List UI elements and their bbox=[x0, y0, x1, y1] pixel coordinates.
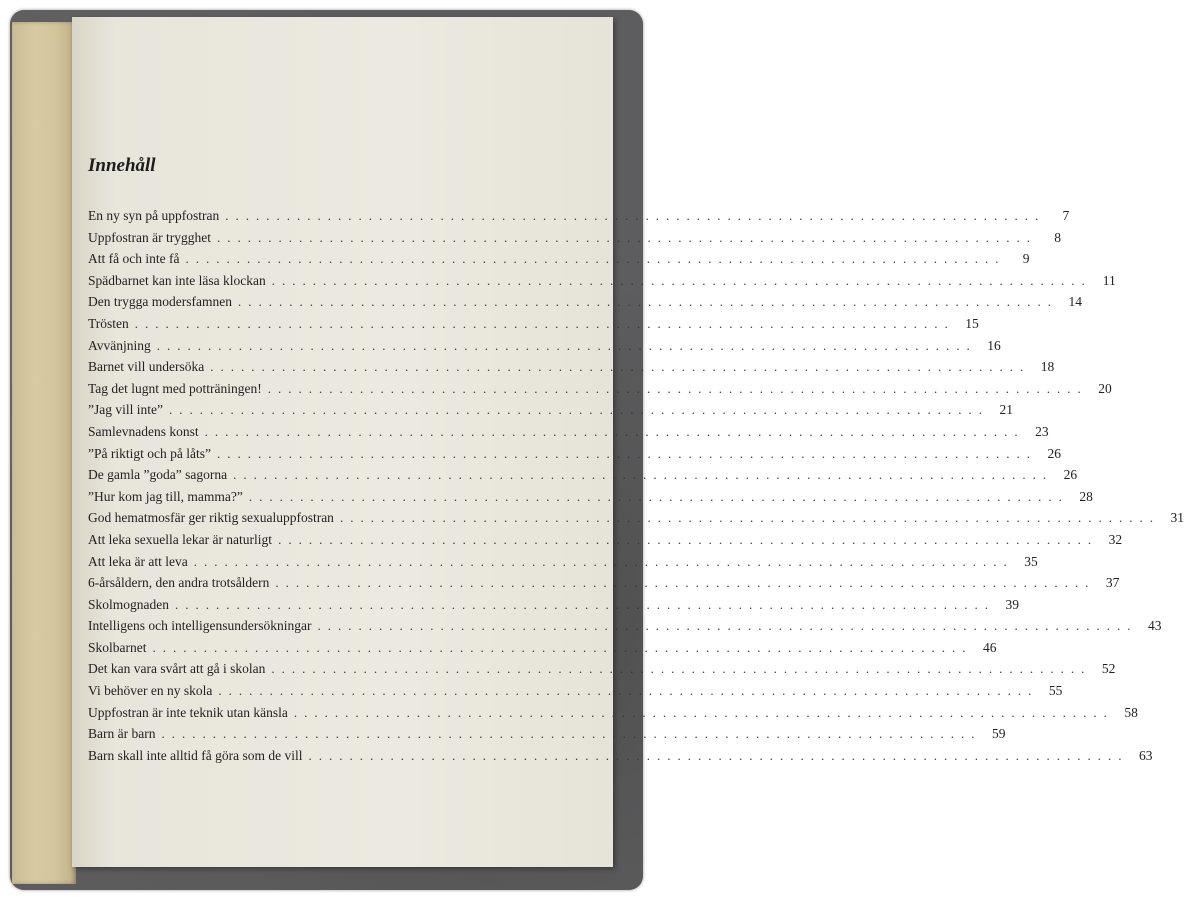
dot-leader: ................................................................................ bbox=[168, 402, 989, 418]
toc-entry-page: 37 bbox=[1105, 575, 1120, 591]
dot-leader: ................................................................................ bbox=[225, 208, 1046, 223]
dot-leader: ................................................................................ bbox=[185, 251, 1006, 267]
dot-leader: ................................................................................ bbox=[175, 596, 995, 612]
toc-entry-title: Avvänjning bbox=[88, 337, 151, 353]
toc-entry bbox=[88, 747, 1153, 770]
dot-leader: ................................................................................ bbox=[233, 467, 1054, 483]
dot-leader: ................................................................................ bbox=[308, 747, 1129, 763]
dot-leader: ................................................................................ bbox=[237, 294, 1058, 310]
toc-entry bbox=[88, 661, 1116, 683]
toc-entry-title: En ny syn på uppfostran bbox=[88, 208, 220, 223]
toc-entry-title: God hematmosfär ger riktig sexualuppfostran bbox=[88, 510, 334, 526]
toc-entry bbox=[88, 639, 997, 662]
toc-entry-title: ”Hur kom jag till, mamma?” bbox=[88, 488, 243, 504]
toc-entry-title: Skolbarnet bbox=[88, 639, 147, 655]
dot-leader: ................................................................................ bbox=[339, 510, 1160, 526]
dot-leader: ................................................................................ bbox=[267, 380, 1088, 396]
toc-entry bbox=[88, 553, 1038, 576]
toc-entry bbox=[88, 229, 1061, 252]
toc-entry-title: Trösten bbox=[88, 315, 129, 331]
page-title: Innehåll bbox=[88, 155, 156, 176]
dot-leader: ................................................................................ bbox=[278, 531, 1099, 547]
table-of-contents bbox=[88, 208, 1184, 769]
toc-entry bbox=[88, 208, 1070, 230]
toc-entry bbox=[88, 402, 1013, 424]
toc-entry bbox=[88, 294, 1082, 316]
book-spine bbox=[12, 22, 76, 884]
toc-entry-title: Uppfostran är inte teknik utan känsla bbox=[88, 704, 288, 720]
dot-leader: ................................................................................ bbox=[204, 423, 1025, 439]
toc-entry-page: 8 bbox=[1054, 229, 1061, 245]
toc-entry-title: Intelligens och intelligensundersökningar bbox=[88, 618, 312, 634]
dot-leader: ................................................................................ bbox=[271, 272, 1092, 288]
toc-entry-title: ”På riktigt och på låts” bbox=[88, 445, 211, 461]
dot-leader: ................................................................................ bbox=[156, 337, 977, 353]
toc-entry-title: Skolmognaden bbox=[88, 596, 169, 612]
toc-entry-title: Uppfostran är trygghet bbox=[88, 229, 211, 245]
dot-leader: ................................................................................ bbox=[248, 488, 1069, 504]
toc-entry-page: 32 bbox=[1108, 531, 1123, 547]
dot-leader: ................................................................................ bbox=[193, 553, 1014, 569]
toc-entry bbox=[88, 380, 1112, 403]
toc-entry-title: Samlevnadens konst bbox=[88, 423, 199, 439]
toc-entry-page: 7 bbox=[1062, 208, 1070, 223]
toc-entry-page: 11 bbox=[1102, 272, 1116, 288]
toc-entry-page: 16 bbox=[987, 337, 1001, 353]
dot-leader: ................................................................................ bbox=[275, 575, 1096, 591]
toc-entry-page: 28 bbox=[1079, 488, 1093, 504]
toc-entry-title: Barnet vill undersöka bbox=[88, 359, 205, 375]
toc-entry-page: 58 bbox=[1124, 704, 1138, 720]
toc-entry-page: 23 bbox=[1035, 423, 1049, 439]
dot-leader: ................................................................................ bbox=[293, 704, 1114, 720]
toc-entry-page: 43 bbox=[1147, 618, 1162, 634]
toc-entry-title: Barn skall inte alltid få göra som de vill bbox=[88, 747, 303, 763]
toc-entry-page: 59 bbox=[991, 726, 1006, 742]
dot-leader: ................................................................................ bbox=[317, 618, 1138, 634]
toc-entry bbox=[88, 272, 1116, 295]
toc-entry bbox=[88, 423, 1049, 446]
toc-entry bbox=[88, 337, 1001, 360]
dot-leader: ................................................................................ bbox=[134, 315, 955, 331]
toc-entry bbox=[88, 488, 1093, 511]
toc-entry-page: 15 bbox=[965, 315, 979, 331]
toc-entry bbox=[88, 726, 1006, 748]
dot-leader: ................................................................................ bbox=[271, 661, 1092, 677]
dot-leader: ................................................................................ bbox=[152, 639, 973, 655]
toc-entry-page: 20 bbox=[1098, 380, 1112, 396]
toc-entry-title: Spädbarnet kan inte läsa klockan bbox=[88, 272, 266, 288]
toc-entry-title: 6-årsåldern, den andra trotsåldern bbox=[88, 575, 270, 591]
toc-entry-title: Att leka är att leva bbox=[88, 553, 188, 569]
toc-entry-page: 26 bbox=[1047, 445, 1061, 461]
toc-entry-page: 52 bbox=[1101, 661, 1116, 677]
toc-entry bbox=[88, 445, 1061, 468]
toc-entry-page: 31 bbox=[1170, 510, 1184, 526]
toc-entry-page: 39 bbox=[1005, 596, 1019, 612]
dot-leader: ................................................................................ bbox=[210, 359, 1031, 375]
toc-entry-title: Barn är barn bbox=[88, 726, 156, 742]
dot-leader: ................................................................................ bbox=[216, 445, 1037, 461]
toc-entry bbox=[88, 596, 1019, 619]
toc-entry-page: 9 bbox=[1022, 251, 1030, 267]
toc-entry bbox=[88, 467, 1078, 489]
toc-entry bbox=[88, 359, 1055, 381]
toc-entry bbox=[88, 315, 979, 338]
toc-entry-title: De gamla ”goda” sagorna bbox=[88, 467, 228, 483]
toc-entry-title: ”Jag vill inte” bbox=[88, 402, 163, 418]
toc-entry bbox=[88, 683, 1063, 705]
toc-entry bbox=[88, 531, 1123, 554]
toc-entry-title: Tag det lugnt med potträningen! bbox=[88, 380, 262, 396]
toc-entry bbox=[88, 575, 1120, 597]
toc-entry-page: 46 bbox=[983, 639, 997, 655]
toc-entry bbox=[88, 618, 1162, 640]
toc-entry bbox=[88, 510, 1184, 532]
toc-entry-title: Den trygga modersfamnen bbox=[88, 294, 232, 310]
toc-entry-title: Att få och inte få bbox=[88, 251, 180, 267]
toc-entry-title: Det kan vara svårt att gå i skolan bbox=[88, 661, 266, 677]
toc-entry-page: 55 bbox=[1048, 683, 1063, 699]
toc-entry bbox=[88, 704, 1138, 727]
toc-entry-title: Att leka sexuella lekar är naturligt bbox=[88, 531, 273, 547]
toc-entry-page: 63 bbox=[1138, 747, 1153, 763]
toc-entry-page: 35 bbox=[1024, 553, 1038, 569]
toc-entry-page: 26 bbox=[1063, 467, 1078, 483]
toc-entry-page: 18 bbox=[1040, 359, 1055, 375]
dot-leader: ................................................................................ bbox=[216, 229, 1037, 245]
toc-entry-title: Vi behöver en ny skola bbox=[88, 683, 213, 699]
dot-leader: ................................................................................ bbox=[161, 726, 982, 742]
dot-leader: ................................................................................ bbox=[218, 683, 1039, 699]
toc-entry bbox=[88, 251, 1030, 273]
toc-entry-page: 14 bbox=[1068, 294, 1082, 310]
toc-entry-page: 21 bbox=[999, 402, 1013, 418]
